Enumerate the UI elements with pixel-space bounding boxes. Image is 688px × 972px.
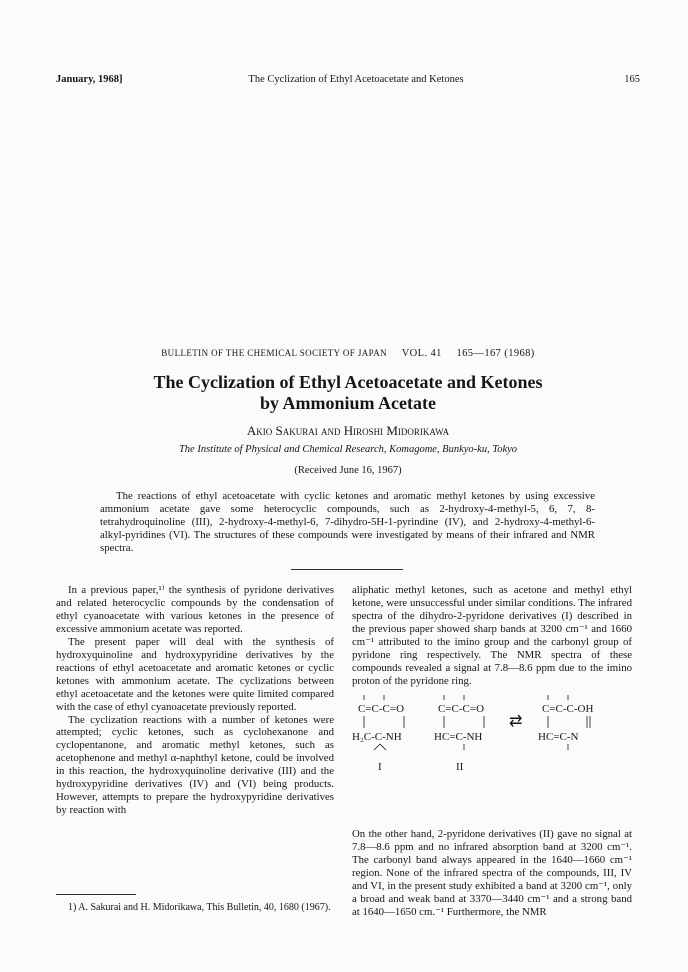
paragraph: The present paper will deal with the synthesis of hydroxyquinoline and hydroxypyridine derivatives by the reactions of ethyl acetoacetate and aromatic ketones or cyclic ketones with ammonium acetate. The cyclizations between ethyl acetoacetate and the ketones were quite limited compared with the case of ethyl cyanoacetate previously reported. xyxy=(56,635,334,713)
article-title xyxy=(56,372,640,414)
running-head-date: January, 1968] xyxy=(56,74,123,85)
structure-II-top: C=C-C=O xyxy=(438,703,485,715)
scheme-structures xyxy=(352,670,632,820)
structure-III-top: C=C-C-OH xyxy=(542,703,594,715)
running-head-title: The Cyclization of Ethyl Acetoacetate and Ketones xyxy=(248,74,464,85)
structure-II-bottom: HC=C-NH xyxy=(434,731,483,743)
journal-pages: 165—167 (1968) xyxy=(456,348,535,359)
received-date: (Received June 16, 1967) xyxy=(294,465,402,476)
paragraph: On the other hand, 2-pyridone derivatives (II) gave no signal at 7.8—8.6 ppm and no infrared absorption band at 3200 cm⁻¹. The carbonyl band always appeared in the 1640—1660 cm⁻¹ region. None of the infrared spectra of the compounds, III, IV and VI, in the present study exhibited a band at 3200 cm⁻¹, only a broad and weak band at 3370—3440 cm⁻¹ and a strong band at 1640—1650 cm.⁻¹ Furthermore, the NMR xyxy=(352,828,632,918)
structure-I-top: C=C-C=O xyxy=(358,703,405,715)
journal-volume: VOL. 41 xyxy=(401,348,442,359)
journal-line xyxy=(56,348,640,359)
abstract-divider xyxy=(291,569,403,570)
label-II: II xyxy=(456,761,464,773)
equilibrium-arrow: ⇄ xyxy=(509,713,523,730)
abstract: The reactions of ethyl acetoacetate with cyclic ketones and aromatic methyl ketones by using excessive ammonium acetate gave some heterocyclic compounds, such as 2-hydroxy-4-methyl-5, 6, 7, 8-tetrahydroquinoline (III), 2-hydroxy-4-methyl-6, 7-dihydro-5H-1-pyrindine (IV), and 2-hydroxy-4-methyl-6-alkyl-pyridines (VI). The structures of these compounds were investigated by means of their infrared and NMR spectra. xyxy=(100,490,595,554)
authors: Akio Sakurai and Hiroshi Midorikawa xyxy=(246,423,450,438)
paragraph: aliphatic methyl ketones, such as acetone and methyl ethyl ketone, were unsuccessful under similar conditions. The infrared spectra of the dihydro-2-pyridone derivatives (I) described in the previous paper showed sharp bands at 3200 cm⁻¹ and 1660 cm⁻¹ attributed to the imino group and the carbonyl group of pyridone ring respectively. The NMR spectra of these compounds revealed a signal at 7.8—8.6 ppm due to the imino proton of the pyridone ring. xyxy=(352,584,632,687)
running-head xyxy=(56,74,640,90)
structure-II xyxy=(434,695,484,773)
left-column xyxy=(56,584,334,817)
paragraph: In a previous paper,¹⁾ the synthesis of pyridone derivatives and related heterocyclic compounds by the condensation of ethyl cyanoacetate with various ketones in the presence of excessive ammonium acetate was reported. xyxy=(56,584,334,635)
right-column-bottom xyxy=(352,828,632,919)
structure-I xyxy=(352,695,404,773)
paragraph: The cyclization reactions with a number of ketones were attempted; cyclic ketones, such as cyclohexanone and cyclopentanone, and aromatic methyl ketones, such as acetophenone and methyl α-naphthyl ketone, could be involved in this reaction, the hydroxyquinoline derivative (III) and the hydroxypyridine derivatives (IV) and (VI) being products. However, attempts to prepare the hydroxypyridine derivatives by reaction with xyxy=(56,713,334,817)
footnote-divider xyxy=(56,894,136,895)
page-number: 165 xyxy=(624,74,640,85)
chemical-scheme xyxy=(352,670,632,820)
journal-name: BULLETIN OF THE CHEMICAL SOCIETY OF JAPAN xyxy=(161,348,388,358)
label-I: I xyxy=(378,761,382,773)
title-line-1: The Cyclization of Ethyl Acetoacetate and Ketones xyxy=(153,372,543,392)
structure-I-bottom: H₂C-C-NH xyxy=(352,731,402,743)
structure-III-bottom: HC=C-N xyxy=(538,731,579,743)
footnote: 1) A. Sakurai and H. Midorikawa, This Bulletin, 40, 1680 (1967). xyxy=(68,902,331,913)
title-line-2: by Ammonium Acetate xyxy=(260,393,436,413)
affiliation: The Institute of Physical and Chemical Research, Komagome, Bunkyo-ku, Tokyo xyxy=(178,444,518,455)
structure-II-tautomer xyxy=(538,695,593,750)
